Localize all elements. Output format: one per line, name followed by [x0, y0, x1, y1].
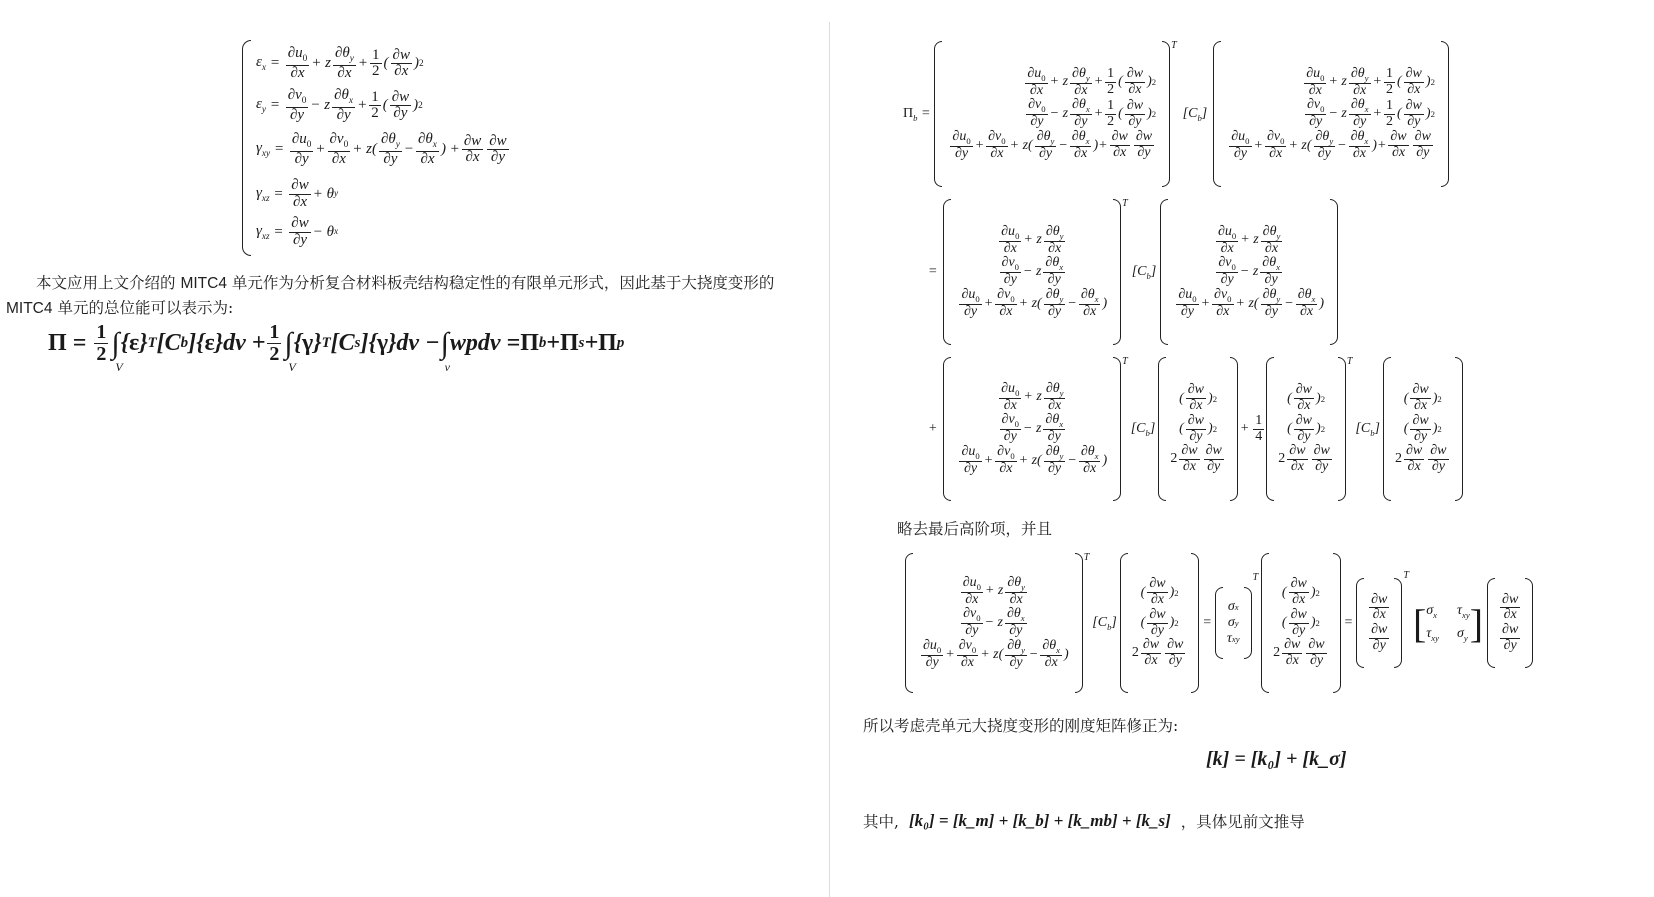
- stress-vector: σ x σ y τ xy: [1215, 587, 1252, 659]
- nonlinear-term-equation: + $\frac{\partial u_0}{\partial x}$ + z $\frac{\partial\theta_y}{\partial x}$ $\frac{\partial v_0}{\partial y}$ − z $\frac{\partial\theta_x}{\partial y}$ $\frac{\partial u_0}{\partial y}$ + $\frac{\partial v_0}{\partial x}$ + z( $\frac{\partial\theta_y}{\partial y}$ − $\frac{\partial\theta_x}{\partial x}$ ) T $[C_b]$ ( $\frac{\partial w}{\partial x}$ ) 2 ( $\frac{\partial w}{\partial y}$ ) 2 2 $\frac{\partial w}{\partial x}$ $\frac{\partial w}{\partial y}$ + $\frac{1}{4}$ ( $\frac{\partial w}{\partial x}$ ) 2 ( $\frac{\partial w}{\partial y}$ ) 2 2 $\frac{\partial w}{\partial x}$ $\frac{\partial w}{\partial y}$ T $[C_b]$ ( $\frac{\partial w}{\partial x}$ ) 2 ( $\frac{\partial w}{\partial y}$ ) 2 2 $\frac{\partial w}{\partial x}$ $\frac{\partial w}{\partial y}$: [928, 356, 1463, 502]
- total-potential-energy-equation: Π = $\frac{1}{2}$ ∫ V { ε } T [C b ]{ ε }dv + $\frac{1}{2}$ ∫ V { γ } T [C s ]{ γ }dv − ∫ v wpdv = Π b + Π s + Π p: [48, 321, 625, 374]
- stress-identity-equation: $\frac{\partial u_0}{\partial x}$ + z $\frac{\partial\theta_y}{\partial x}$ $\frac{\partial v_0}{\partial y}$ − z $\frac{\partial\theta_x}{\partial y}$ $\frac{\partial u_0}{\partial y}$ + $\frac{\partial v_0}{\partial x}$ + z( $\frac{\partial\theta_y}{\partial y}$ − $\frac{\partial\theta_x}{\partial x}$ ) T $[C_b]$ ( $\frac{\partial w}{\partial x}$ ) 2 ( $\frac{\partial w}{\partial y}$ ) 2 2 $\frac{\partial w}{\partial x}$ $\frac{\partial w}{\partial y}$ = σ x σ y τ xy T ( $\frac{\partial w}{\partial x}$ ) 2 ( $\frac{\partial w}{\partial y}$ ) 2 2 $\frac{\partial w}{\partial x}$ $\frac{\partial w}{\partial y}$ = $\frac{\partial w}{\partial x}$ $\frac{\partial w}{\partial y}$ T [ $\sigma_x$ $\tau_{xy}$ $\tau_{xy}$ $\sigma_y$ ] $\frac{\partial w}{\partial x}$ $\frac{\partial w}{\partial y}$: [905, 552, 1533, 694]
- linear-term-equation: = $\frac{\partial u_0}{\partial x}$ + z $\frac{\partial\theta_y}{\partial x}$ $\frac{\partial v_0}{\partial y}$ − z $\frac{\partial\theta_x}{\partial y}$ $\frac{\partial u_0}{\partial y}$ + $\frac{\partial v_0}{\partial x}$ + z( $\frac{\partial\theta_y}{\partial y}$ − $\frac{\partial\theta_x}{\partial x}$ ) T $[C_b]$ $\frac{\partial u_0}{\partial x}$ + z $\frac{\partial\theta_y}{\partial x}$ $\frac{\partial v_0}{\partial y}$ − z $\frac{\partial\theta_x}{\partial y}$ $\frac{\partial u_0}{\partial y}$ + $\frac{\partial v_0}{\partial x}$ + z( $\frac{\partial\theta_y}{\partial y}$ − $\frac{\partial\theta_x}{\partial x}$ ): [928, 198, 1338, 346]
- linear-vector-left: $\frac{\partial u_0}{\partial x}$ + z $\frac{\partial\theta_y}{\partial x}$ $\frac{\partial v_0}{\partial y}$ − z $\frac{\partial\theta_x}{\partial y}$ $\frac{\partial u_0}{\partial y}$ + $\frac{\partial v_0}{\partial x}$ + z( $\frac{\partial\theta_y}{\partial y}$ − $\frac{\partial\theta_x}{\partial x}$ ): [943, 199, 1121, 345]
- linear-vector-3: $\frac{\partial u_0}{\partial x}$ + z $\frac{\partial\theta_y}{\partial x}$ $\frac{\partial v_0}{\partial y}$ − z $\frac{\partial\theta_x}{\partial y}$ $\frac{\partial u_0}{\partial y}$ + $\frac{\partial v_0}{\partial x}$ + z( $\frac{\partial\theta_y}{\partial y}$ − $\frac{\partial\theta_x}{\partial x}$ ): [943, 357, 1121, 501]
- strain-vector-right: $\frac{\partial u_0}{\partial x}$ + z $\frac{\partial\theta_y}{\partial x}$ + $\frac{1}{2}$ ( $\frac{\partial w}{\partial x}$ ) 2 $\frac{\partial v_0}{\partial y}$ − z $\frac{\partial\theta_x}{\partial y}$ + $\frac{1}{2}$ ( $\frac{\partial w}{\partial y}$ ) 2 $\frac{\partial u_0}{\partial y}$ + $\frac{\partial v_0}{\partial x}$ + z( $\frac{\partial\theta_y}{\partial y}$ − $\frac{\partial\theta_x}{\partial x}$ )+ $\frac{\partial w}{\partial x}$ $\frac{\partial w}{\partial y}$: [1213, 41, 1449, 187]
- stress-matrix: [ $\sigma_x$ $\tau_{xy}$ $\tau_{xy}$ $\sigma_y$ ]: [1412, 600, 1484, 646]
- gradient-vector-right: $\frac{\partial w}{\partial x}$ $\frac{\partial w}{\partial y}$: [1487, 578, 1533, 668]
- strain-vector-left: $\frac{\partial u_0}{\partial x}$ + z $\frac{\partial\theta_y}{\partial x}$ + $\frac{1}{2}$ ( $\frac{\partial w}{\partial x}$ ) 2 $\frac{\partial v_0}{\partial y}$ − z $\frac{\partial\theta_x}{\partial y}$ + $\frac{1}{2}$ ( $\frac{\partial w}{\partial y}$ ) 2 $\frac{\partial u_0}{\partial y}$ + $\frac{\partial v_0}{\partial x}$ + z( $\frac{\partial\theta_y}{\partial y}$ − $\frac{\partial\theta_x}{\partial x}$ )+ $\frac{\partial w}{\partial x}$ $\frac{\partial w}{\partial y}$: [934, 41, 1170, 187]
- column-divider: [829, 22, 830, 897]
- quarter-coefficient: $\frac{1}{4}$: [1255, 412, 1263, 444]
- pi-b-equation: $\Pi_b$ = $\frac{\partial u_0}{\partial x}$ + z $\frac{\partial\theta_y}{\partial x}$ + $\frac{1}{2}$ ( $\frac{\partial w}{\partial x}$ ) 2 $\frac{\partial v_0}{\partial y}$ − z $\frac{\partial\theta_x}{\partial y}$ + $\frac{1}{2}$ ( $\frac{\partial w}{\partial y}$ ) 2 $\frac{\partial u_0}{\partial y}$ + $\frac{\partial v_0}{\partial x}$ + z( $\frac{\partial\theta_y}{\partial y}$ − $\frac{\partial\theta_x}{\partial x}$ )+ $\frac{\partial w}{\partial x}$ $\frac{\partial w}{\partial y}$ T $[C_b]$ $\frac{\partial u_0}{\partial x}$ + z $\frac{\partial\theta_y}{\partial x}$ + $\frac{1}{2}$ ( $\frac{\partial w}{\partial x}$ ) 2 $\frac{\partial v_0}{\partial y}$ − z $\frac{\partial\theta_x}{\partial y}$ + $\frac{1}{2}$ ( $\frac{\partial w}{\partial y}$ ) 2 $\frac{\partial u_0}{\partial y}$ + $\frac{\partial v_0}{\partial x}$ + z( $\frac{\partial\theta_y}{\partial y}$ − $\frac{\partial\theta_x}{\partial x}$ )+ $\frac{\partial w}{\partial x}$ $\frac{\partial w}{\partial y}$: [903, 40, 1449, 188]
- nonlinear-vector-c: ( $\frac{\partial w}{\partial x}$ ) 2 ( $\frac{\partial w}{\partial y}$ ) 2 2 $\frac{\partial w}{\partial x}$ $\frac{\partial w}{\partial y}$: [1383, 357, 1463, 501]
- stiffness-matrix-equation: [k] = [k₀] + [k_σ]: [1206, 748, 1347, 770]
- strain-row-gxz: $\gamma_{xz}$ = $\frac{\partial w}{\partial x}$ + θ y: [256, 177, 339, 210]
- nonlinear-vector-e: ( $\frac{\partial w}{\partial x}$ ) 2 ( $\frac{\partial w}{\partial y}$ ) 2 2 $\frac{\partial w}{\partial x}$ $\frac{\partial w}{\partial y}$: [1261, 553, 1341, 693]
- strain-row-ey: $\varepsilon_y$ = $\frac{\partial v_0}{\partial y}$ − z $\frac{\partial\theta_x}{\partial y}$ + $\frac{1}{2}$ ( $\frac{\partial w}{\partial y}$ ) 2: [256, 87, 423, 123]
- body-paragraph: 本文应用上文介绍的 MITC4 单元作为分析复合材料板壳结构稳定性的有限单元形式，因此基于大挠度变形的 MITC4 单元的总位能可以表示为:: [6, 274, 775, 317]
- gradient-vector-left: $\frac{\partial w}{\partial x}$ $\frac{\partial w}{\partial y}$: [1356, 578, 1402, 668]
- note-drop-higher-order: 略去最后高阶项，并且: [897, 520, 1053, 538]
- strain-system-brace: [242, 40, 251, 256]
- nonlinear-vector-a: ( $\frac{\partial w}{\partial x}$ ) 2 ( $\frac{\partial w}{\partial y}$ ) 2 2 $\frac{\partial w}{\partial x}$ $\frac{\partial w}{\partial y}$: [1158, 357, 1238, 501]
- mitc4-term: MITC4: [180, 275, 227, 292]
- nonlinear-vector-b: ( $\frac{\partial w}{\partial x}$ ) 2 ( $\frac{\partial w}{\partial y}$ ) 2 2 $\frac{\partial w}{\partial x}$ $\frac{\partial w}{\partial y}$: [1266, 357, 1346, 501]
- note-stiffness-correction: 所以考虑壳单元大挠度变形的刚度矩阵修正为:: [863, 717, 1179, 735]
- linear-vector-4: $\frac{\partial u_0}{\partial x}$ + z $\frac{\partial\theta_y}{\partial x}$ $\frac{\partial v_0}{\partial y}$ − z $\frac{\partial\theta_x}{\partial y}$ $\frac{\partial u_0}{\partial y}$ + $\frac{\partial v_0}{\partial x}$ + z( $\frac{\partial\theta_y}{\partial y}$ − $\frac{\partial\theta_x}{\partial x}$ ): [905, 553, 1083, 693]
- strain-row-gxy: $\gamma_{xy}$ = $\frac{\partial u_0}{\partial y}$ + $\frac{\partial v_0}{\partial x}$ + z( $\frac{\partial\theta_y}{\partial y}$ − $\frac{\partial\theta_x}{\partial x}$ ) + $\frac{\partial w}{\partial x}$ $\frac{\partial w}{\partial y}$: [256, 131, 507, 167]
- strain-row-ex: $\varepsilon_x$ = $\frac{\partial u_0}{\partial x}$ + z $\frac{\partial\theta_y}{\partial x}$ + $\frac{1}{2}$ ( $\frac{\partial w}{\partial x}$ ) 2: [256, 45, 424, 81]
- linear-vector-right: $\frac{\partial u_0}{\partial x}$ + z $\frac{\partial\theta_y}{\partial x}$ $\frac{\partial v_0}{\partial y}$ − z $\frac{\partial\theta_x}{\partial y}$ $\frac{\partial u_0}{\partial y}$ + $\frac{\partial v_0}{\partial x}$ + z( $\frac{\partial\theta_y}{\partial y}$ − $\frac{\partial\theta_x}{\partial x}$ ): [1160, 199, 1338, 345]
- k0-definition-line: 其中, [k₀] = [k_m] + [k_b] + [k_mb] + [k_s] ，具体见前文推导: [863, 811, 1305, 831]
- strain-equation-system: [242, 40, 582, 256]
- strain-row-gyz: $\gamma_{xz}$ = $\frac{\partial w}{\partial y}$ − θ x: [256, 215, 339, 248]
- k0-equation: [k₀] = [k_m] + [k_b] + [k_mb] + [k_s]: [908, 811, 1171, 830]
- nonlinear-vector-d: ( $\frac{\partial w}{\partial x}$ ) 2 ( $\frac{\partial w}{\partial y}$ ) 2 2 $\frac{\partial w}{\partial x}$ $\frac{\partial w}{\partial y}$: [1120, 553, 1200, 693]
